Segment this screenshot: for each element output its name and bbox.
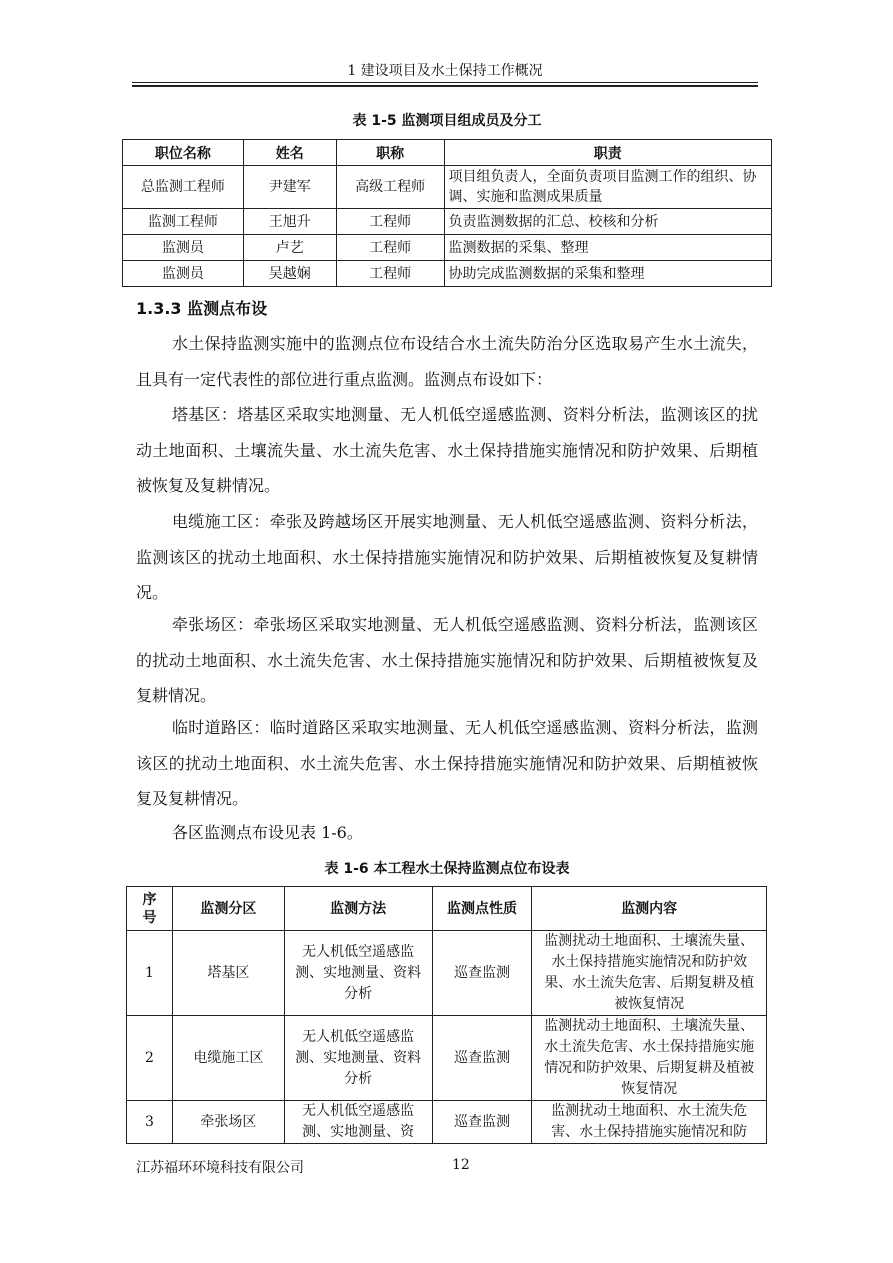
table-cell: 工程师 (336, 261, 444, 287)
table-cell: 监测扰动土地面积、土壤流失量、水土保持措施实施情况和防护效果、水土流失危害、后期复耕及植被恢复情况 (532, 931, 767, 1016)
table-cell: 监测员 (123, 261, 244, 287)
table-cell: 无人机低空遥感监测、实地测量、资料分析 (284, 1016, 432, 1101)
table1-caption: 表 1-5 监测项目组成员及分工 (352, 113, 542, 129)
column-header: 监测方法 (284, 887, 432, 931)
body-paragraph: 临时道路区：临时道路区采取实地测量、无人机低空遥感监测、资料分析法，监测该区的扰动土地面积、水土流失危害、水土保持措施实施情况和防护效果、后期植被恢复及复耕情况。 (136, 718, 758, 808)
table-cell: 无人机低空遥感监测、实地测量、资 (284, 1101, 432, 1144)
table-cell: 卢艺 (243, 235, 336, 261)
monitoring-point-table (126, 886, 767, 1144)
table-cell: 工程师 (336, 209, 444, 235)
table-cell: 无人机低空遥感监测、实地测量、资料分析 (284, 931, 432, 1016)
header-rule (132, 82, 758, 87)
column-header: 监测点性质 (432, 887, 532, 931)
table-cell: 1 (127, 931, 173, 1016)
table-cell: 巡查监测 (432, 931, 532, 1016)
table-row (123, 261, 772, 287)
body-paragraph: 水土保持监测实施中的监测点位布设结合水土流失防治分区选取易产生水土流失，且具有一定代表性的部位进行重点监测。监测点布设如下： (136, 334, 758, 389)
table-cell: 高级工程师 (336, 166, 444, 209)
table-cell: 监测数据的采集、整理 (444, 235, 771, 261)
table-row (127, 1016, 767, 1101)
table-cell: 监测扰动土地面积、水土流失危害、水土保持措施实施情况和防 (532, 1101, 767, 1144)
table-cell: 工程师 (336, 235, 444, 261)
table-header-row (127, 887, 767, 931)
body-paragraph: 电缆施工区：牵张及跨越场区开展实地测量、无人机低空遥感监测、资料分析法，监测该区的扰动土地面积、水土保持措施实施情况和防护效果、后期植被恢复及复耕情况。 (136, 512, 758, 602)
table-cell: 监测工程师 (123, 209, 244, 235)
table-cell: 协助完成监测数据的采集和整理 (444, 261, 771, 287)
table-row (127, 1101, 767, 1144)
column-header: 序号 (127, 887, 173, 931)
table-cell: 巡查监测 (432, 1016, 532, 1101)
column-header: 职位名称 (123, 140, 244, 166)
table-header-row (123, 140, 772, 166)
table-cell: 2 (127, 1016, 173, 1101)
table-row (123, 209, 772, 235)
page-number: 12 (452, 1157, 470, 1173)
running-header: 1 建设项目及水土保持工作概况 (347, 63, 543, 79)
table-cell: 总监测工程师 (123, 166, 244, 209)
table-cell: 监测员 (123, 235, 244, 261)
column-header: 姓名 (243, 140, 336, 166)
table-row (127, 931, 767, 1016)
table-row (123, 235, 772, 261)
table-cell: 电缆施工区 (172, 1016, 284, 1101)
table-cell: 项目组负责人，全面负责项目监测工作的组织、协调、实施和监测成果质量 (444, 166, 771, 209)
body-paragraph: 塔基区：塔基区采取实地测量、无人机低空遥感监测、资料分析法，监测该区的扰动土地面积、土壤流失量、水土流失危害、水土保持措施实施情况和防护效果、后期植被恢复及复耕情况。 (136, 405, 758, 495)
body-paragraph: 各区监测点布设见表 1-6。 (172, 823, 363, 842)
body-paragraph: 牵张场区：牵张场区采取实地测量、无人机低空遥感监测、资料分析法，监测该区的扰动土地面积、水土流失危害、水土保持措施实施情况和防护效果、后期植被恢复及复耕情况。 (136, 615, 758, 705)
table-cell: 吴越娴 (243, 261, 336, 287)
table-cell: 尹建军 (243, 166, 336, 209)
column-header: 职责 (444, 140, 771, 166)
table-cell: 巡查监测 (432, 1101, 532, 1144)
table-cell: 塔基区 (172, 931, 284, 1016)
table-cell: 负责监测数据的汇总、校核和分析 (444, 209, 771, 235)
section-heading: 1.3.3 监测点布设 (136, 299, 268, 318)
column-header: 监测分区 (172, 887, 284, 931)
staff-table (122, 139, 772, 287)
table-row (123, 166, 772, 209)
table-cell: 3 (127, 1101, 173, 1144)
table-cell: 监测扰动土地面积、土壤流失量、水土流失危害、水土保持措施实施情况和防护效果、后期复耕及植被恢复情况 (532, 1016, 767, 1101)
table2-caption: 表 1-6 本工程水土保持监测点位布设表 (324, 861, 570, 877)
footer-company: 江苏福环环境科技有限公司 (136, 1160, 304, 1176)
column-header: 职称 (336, 140, 444, 166)
table-cell: 王旭升 (243, 209, 336, 235)
table-cell: 牵张场区 (172, 1101, 284, 1144)
column-header: 监测内容 (532, 887, 767, 931)
